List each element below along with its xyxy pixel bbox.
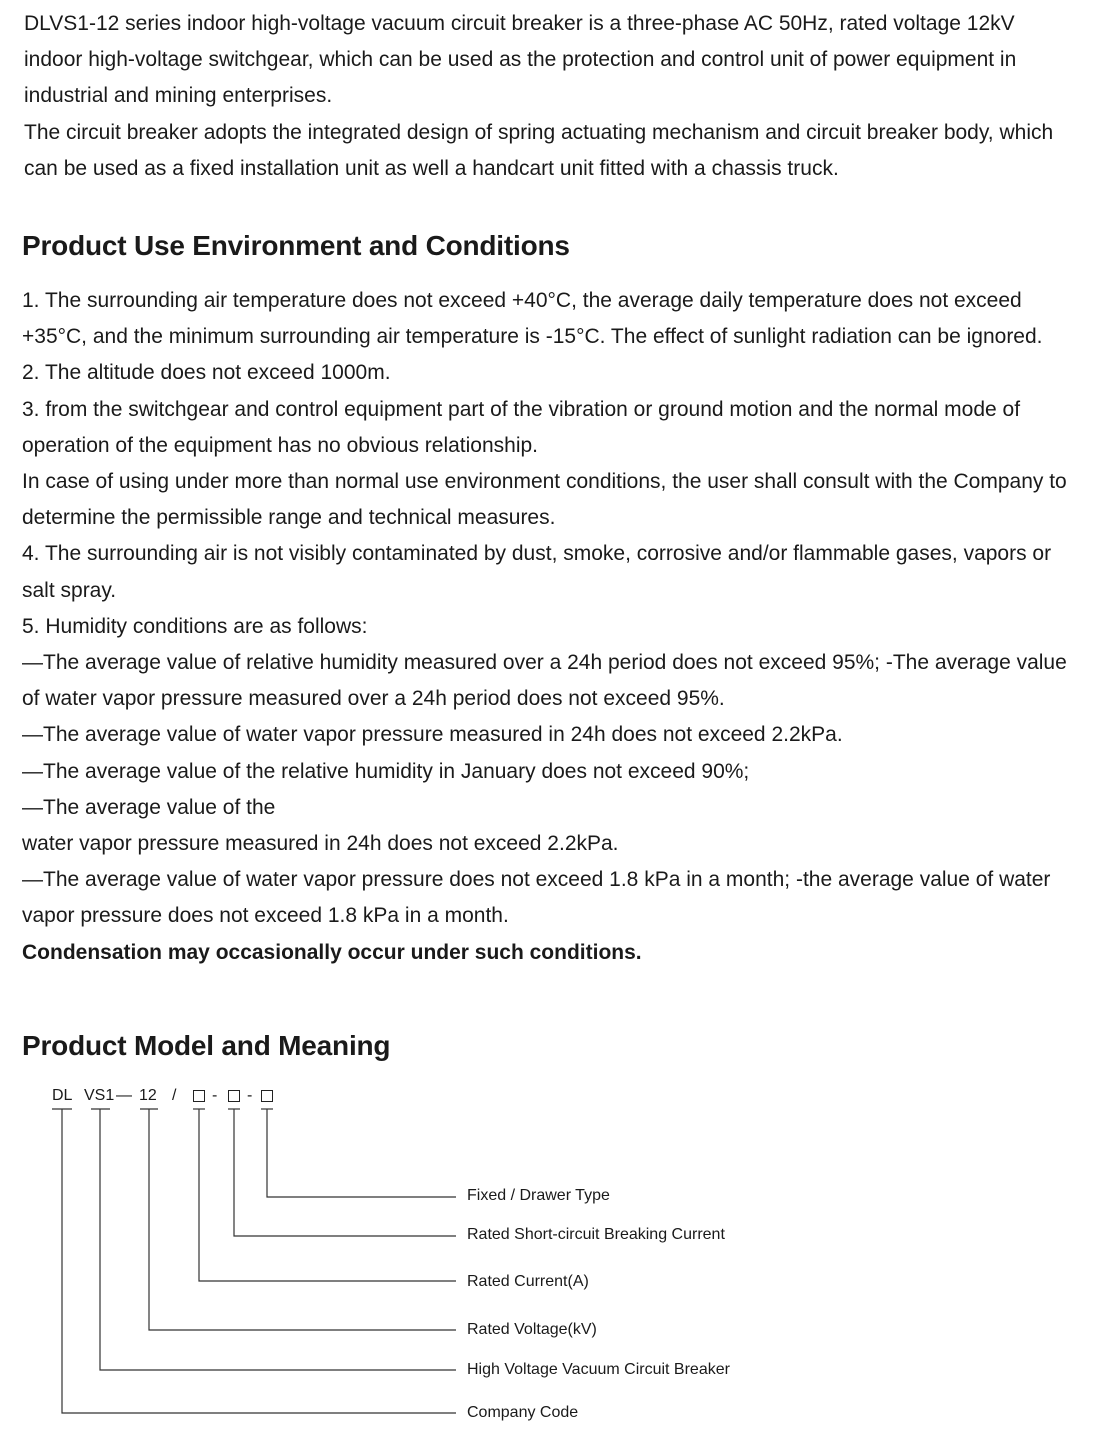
- env-line: In case of using under more than normal use environment conditions, the user shall consult with the Company to determine the permissible range and technical measures.: [22, 470, 1067, 530]
- env-line: —The average value of the relative humidity in January does not exceed 90%;: [22, 759, 750, 783]
- env-line: 2. The altitude does not exceed 1000m.: [22, 361, 391, 385]
- env-conditions-list: [22, 283, 1077, 971]
- code-12: 12: [139, 1087, 157, 1104]
- condensation-note: Condensation may occasionally occur under such conditions.: [22, 940, 642, 964]
- code-dash: -: [212, 1087, 218, 1104]
- code-slash: /: [172, 1087, 177, 1104]
- env-line: 3. from the switchgear and control equipment part of the vibration or ground motion and the normal mode of operation of the equipment has no obvious relationship.: [22, 397, 1021, 457]
- leader-lines: [0, 1080, 1093, 1440]
- intro-paragraph-1: DLVS1-12 series indoor high-voltage vacuum circuit breaker is a three-phase AC 50Hz, rated voltage 12kV indoor high-voltage switchgear, which can be used as the protection and control unit of power equipment in industrial and mining enterprises.: [24, 12, 1017, 108]
- code-dl: DL: [52, 1087, 73, 1104]
- env-line: —The average value of the: [22, 795, 276, 819]
- model-heading: Product Model and Meaning: [22, 1030, 391, 1061]
- env-line: water vapor pressure measured in 24h does not exceed 2.2kPa.: [22, 832, 619, 856]
- intro-section: [24, 6, 1074, 187]
- model-diagram: [0, 1080, 1093, 1440]
- env-heading: Product Use Environment and Conditions: [22, 230, 570, 261]
- label-rated-current: Rated Current(A): [467, 1273, 589, 1290]
- label-rated-voltage: Rated Voltage(kV): [467, 1321, 597, 1338]
- leader-company-code: [62, 1109, 456, 1413]
- code-dash: —: [116, 1087, 132, 1104]
- env-line: 1. The surrounding air temperature does not exceed +40°C, the average daily temperature does not exceed +35°C, and the minimum surrounding air temperature is -15°C. The effect of sunlight radiation can be ignored.: [22, 289, 1043, 349]
- leader-hv-breaker: [100, 1109, 456, 1370]
- env-line: —The average value of water vapor pressure measured in 24h does not exceed 2.2kPa.: [22, 723, 843, 747]
- code-dash: -: [247, 1087, 253, 1104]
- code-vs1: VS1: [84, 1087, 115, 1104]
- env-line: 4. The surrounding air is not visibly contaminated by dust, smoke, corrosive and/or flammable gases, vapors or salt spray.: [22, 542, 1052, 602]
- leader-rated-voltage: [149, 1109, 456, 1330]
- leader-fixed-drawer: [267, 1109, 456, 1197]
- label-fixed-drawer: Fixed / Drawer Type: [467, 1187, 610, 1204]
- intro-paragraph-2: The circuit breaker adopts the integrated design of spring actuating mechanism and circuit breaker body, which can be used as a fixed installation unit as well a handcart unit fitted with a chassis truck.: [24, 120, 1054, 180]
- leader-rated-current: [199, 1109, 456, 1281]
- label-hv-breaker: High Voltage Vacuum Circuit Breaker: [467, 1361, 730, 1378]
- env-line: —The average value of water vapor pressure does not exceed 1.8 kPa in a month; -the average value of water vapor pressure does not exceed 1.8 kPa in a month.: [22, 868, 1051, 928]
- env-line: 5. Humidity conditions are as follows:: [22, 614, 368, 638]
- label-company-code: Company Code: [467, 1404, 579, 1421]
- env-line: —The average value of relative humidity measured over a 24h period does not exceed 95%; -The average value of water vapor pressure measured over a 24h period does not exceed 95%.: [22, 651, 1067, 711]
- label-breaking-current: Rated Short-circuit Breaking Current: [467, 1226, 725, 1243]
